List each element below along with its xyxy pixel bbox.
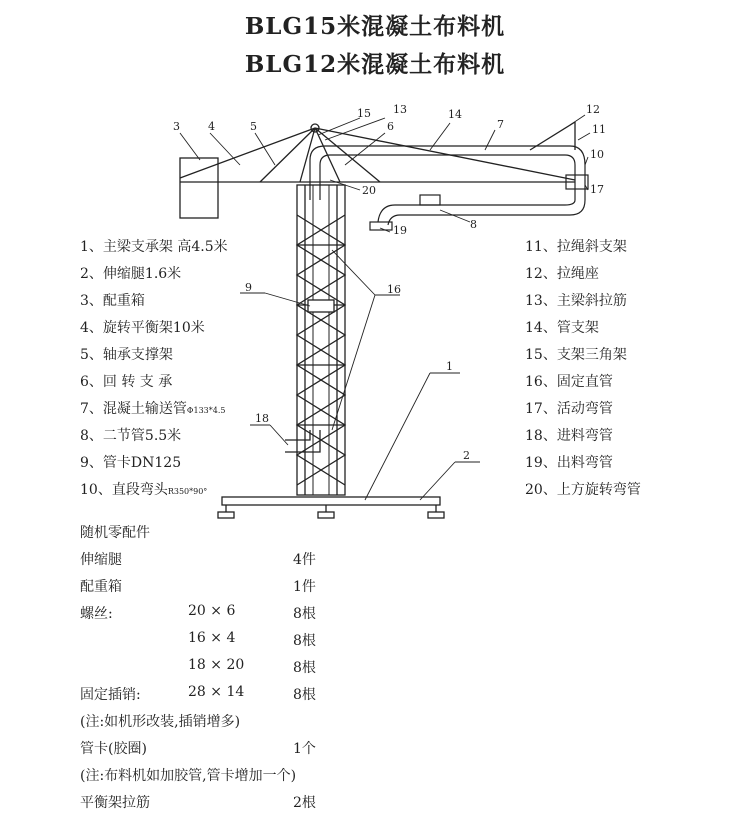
part-item-10-note: R350*90° <box>167 487 208 496</box>
accessory-name: 配重箱 <box>80 579 122 595</box>
part-item-19: 19、出料弯管 <box>525 455 613 471</box>
callout-6: 6 <box>387 120 394 133</box>
accessory-name: (注:如机形改装,插销增多) <box>80 714 241 730</box>
accessories-heading: 随机零配件 <box>80 525 150 541</box>
boom-structure <box>180 122 575 182</box>
counterweight-box <box>180 158 218 218</box>
accessory-spec: 18 × 20 <box>188 657 245 673</box>
part-item-1: 1、主梁支承架 高4.5米 <box>80 239 228 255</box>
part-item-3: 3、配重箱 <box>80 293 145 309</box>
part-item-14: 14、管支架 <box>525 320 599 336</box>
callout-1: 1 <box>446 360 453 373</box>
callout-15: 15 <box>357 107 371 120</box>
accessory-name: 平衡架拉筋 <box>80 795 150 811</box>
part-item-12: 12、拉绳座 <box>525 266 599 282</box>
callout-4: 4 <box>208 120 215 133</box>
part-item-7-label: 7、混凝土输送管 <box>80 401 187 417</box>
callout-5: 5 <box>250 120 257 133</box>
mast <box>285 185 345 495</box>
callout-3: 3 <box>173 120 180 133</box>
part-item-7 <box>80 398 225 418</box>
callout-2: 2 <box>463 449 470 462</box>
part-item-5: 5、轴承支撑架 <box>80 347 173 363</box>
part-item-10-label: 10、直段弯头 <box>80 482 168 498</box>
part-item-11: 11、拉绳斜支架 <box>525 239 627 255</box>
part-item-4: 4、旋转平衡架10米 <box>80 320 205 336</box>
title-blg15: BLG15米混凝土布料机 <box>244 13 506 40</box>
callout-8: 8 <box>470 218 477 231</box>
part-item-2: 2、伸缩腿1.6米 <box>80 266 182 282</box>
part-item-13: 13、主梁斜拉筋 <box>525 293 627 309</box>
accessory-qty: 2根 <box>293 795 316 811</box>
accessory-spec: 28 × 14 <box>188 684 245 700</box>
part-item-16: 16、固定直管 <box>525 374 613 390</box>
callout-16: 16 <box>387 283 401 296</box>
callout-13: 13 <box>393 103 407 116</box>
callout-19: 19 <box>393 224 407 237</box>
callout-11: 11 <box>592 123 606 136</box>
part-item-20: 20、上方旋转弯管 <box>525 482 641 498</box>
accessory-qty: 1件 <box>293 579 316 595</box>
accessory-name: (注:布料机如加胶管,管卡增加一个) <box>80 768 297 784</box>
accessory-qty: 8根 <box>293 606 316 622</box>
part-item-10 <box>80 479 207 499</box>
part-item-6: 6、回 转 支 承 <box>80 374 173 390</box>
title-blg12: BLG12米混凝土布料机 <box>244 51 506 78</box>
part-item-9: 9、管卡DN125 <box>80 455 182 471</box>
accessory-name: 螺丝: <box>80 606 113 622</box>
callout-10: 10 <box>590 148 604 161</box>
callout-14: 14 <box>448 108 462 121</box>
accessory-qty: 8根 <box>293 660 316 676</box>
accessory-spec: 20 × 6 <box>188 603 236 619</box>
accessory-name: 管卡(胶圈) <box>80 741 147 757</box>
part-item-18: 18、进料弯管 <box>525 428 613 444</box>
part-item-15: 15、支架三角架 <box>525 347 627 363</box>
part-item-17: 17、活动弯管 <box>525 401 613 417</box>
accessory-name: 固定插销: <box>80 687 141 703</box>
accessory-qty: 4件 <box>293 552 316 568</box>
callout-12: 12 <box>586 103 600 116</box>
part-item-8: 8、二节管5.5米 <box>80 428 182 444</box>
base-frame <box>218 497 444 518</box>
accessory-spec: 16 × 4 <box>188 630 236 646</box>
callout-17: 17 <box>590 183 604 196</box>
accessory-qty: 1个 <box>293 741 316 757</box>
accessory-qty: 8根 <box>293 687 316 703</box>
callout-20: 20 <box>362 184 376 197</box>
callout-7: 7 <box>497 118 504 131</box>
accessory-name: 伸缩腿 <box>80 552 122 568</box>
part-item-7-note: Φ133*4.5 <box>186 406 226 415</box>
accessory-qty: 8根 <box>293 633 316 649</box>
callout-18: 18 <box>255 412 269 425</box>
callout-9: 9 <box>245 281 252 294</box>
